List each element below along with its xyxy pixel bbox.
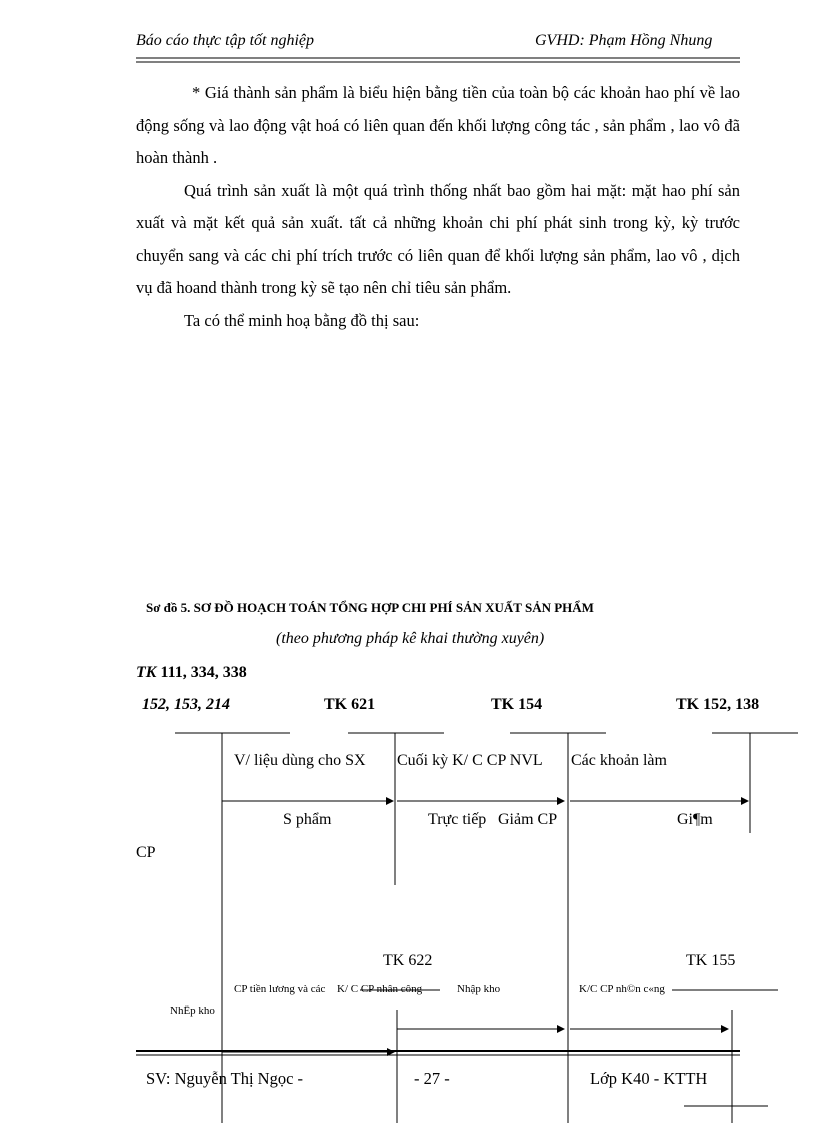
label-cp: CP: [136, 844, 156, 861]
footer-page-number: - 27 -: [414, 1069, 450, 1088]
label-kc-cp-nhan-cong: K/ C CP nhân công: [337, 983, 423, 995]
tk-154: TK 154: [491, 696, 543, 713]
footer-student: SV: Nguyễn Thị Ngọc -: [146, 1069, 304, 1088]
paragraph-definition: * Giá thành sản phẩm là biểu hiện bằng tiền của toàn bộ các khoản hao phí về lao động sống và lao động vật hoá có liên quan đến khối lượng công tác , sản phẩm , lao vô đã hoàn thành .: [136, 83, 740, 167]
tk-155: TK 155: [686, 952, 736, 969]
tk-numbers: 111, 334, 338: [156, 664, 247, 681]
label-giam: Gi¶m: [677, 811, 713, 828]
tk-152-153-214: 152, 153, 214: [142, 696, 230, 713]
diagram-title: Sơ đồ 5. SƠ ĐỒ HOẠCH TOÁN TỔNG HỢP CHI PHÍ SẢN XUẤT SẢN PHẨM: [146, 600, 594, 615]
tk-152-138: TK 152, 138: [676, 696, 760, 713]
label-cp-tien-luong: CP tiền lương và các: [234, 983, 326, 995]
footer-class: Lớp K40 - KTTH: [590, 1069, 708, 1088]
tk-111-334-338: [136, 664, 247, 682]
label-truc-tiep: Trực tiếp: [428, 811, 487, 828]
label-cac-khoan: Các khoản làm: [571, 752, 667, 769]
label-cuoi-ky: Cuối kỳ K/ C CP NVL: [397, 752, 543, 769]
label-giam-cp: Giảm CP: [498, 811, 558, 828]
header-left: Báo cáo thực tập tốt nghiệp: [136, 32, 315, 49]
tk-621: TK 621: [324, 696, 376, 713]
tk-prefix: TK: [136, 664, 157, 681]
label-nhap-kho-2: NhËp kho: [170, 1005, 215, 1017]
label-san-pham: S phẩm: [283, 811, 332, 828]
header-right: GVHD: Phạm Hồng Nhung: [535, 32, 713, 49]
diagram-subtitle: (theo phương pháp kê khai thường xuyên): [276, 630, 545, 647]
label-kc-cp-nhan-cong-2: K/C CP nh©n c«ng: [579, 983, 665, 995]
label-vat-lieu: V/ liệu dùng cho SX: [234, 752, 366, 769]
label-nhap-kho: Nhập kho: [457, 983, 501, 995]
paragraph-process: Quá trình sản xuất là một quá trình thống nhất bao gồm hai mặt: mặt hao phí sản xuất và mặt kết quả sản xuất. tất cả những khoản chi phí phát sinh trong kỳ, kỳ trước chuyển sang và các chi phí trích trước có liên quan để khối lượng sản phẩm, lao vô , dịch vụ đã hoand thành trong kỳ sẽ tạo nên chỉ tiêu sản phẩm.: [136, 180, 740, 297]
paragraph-illustrate: Ta có thể minh hoạ bằng đồ thị sau:: [184, 310, 420, 330]
tk-622: TK 622: [383, 952, 433, 969]
